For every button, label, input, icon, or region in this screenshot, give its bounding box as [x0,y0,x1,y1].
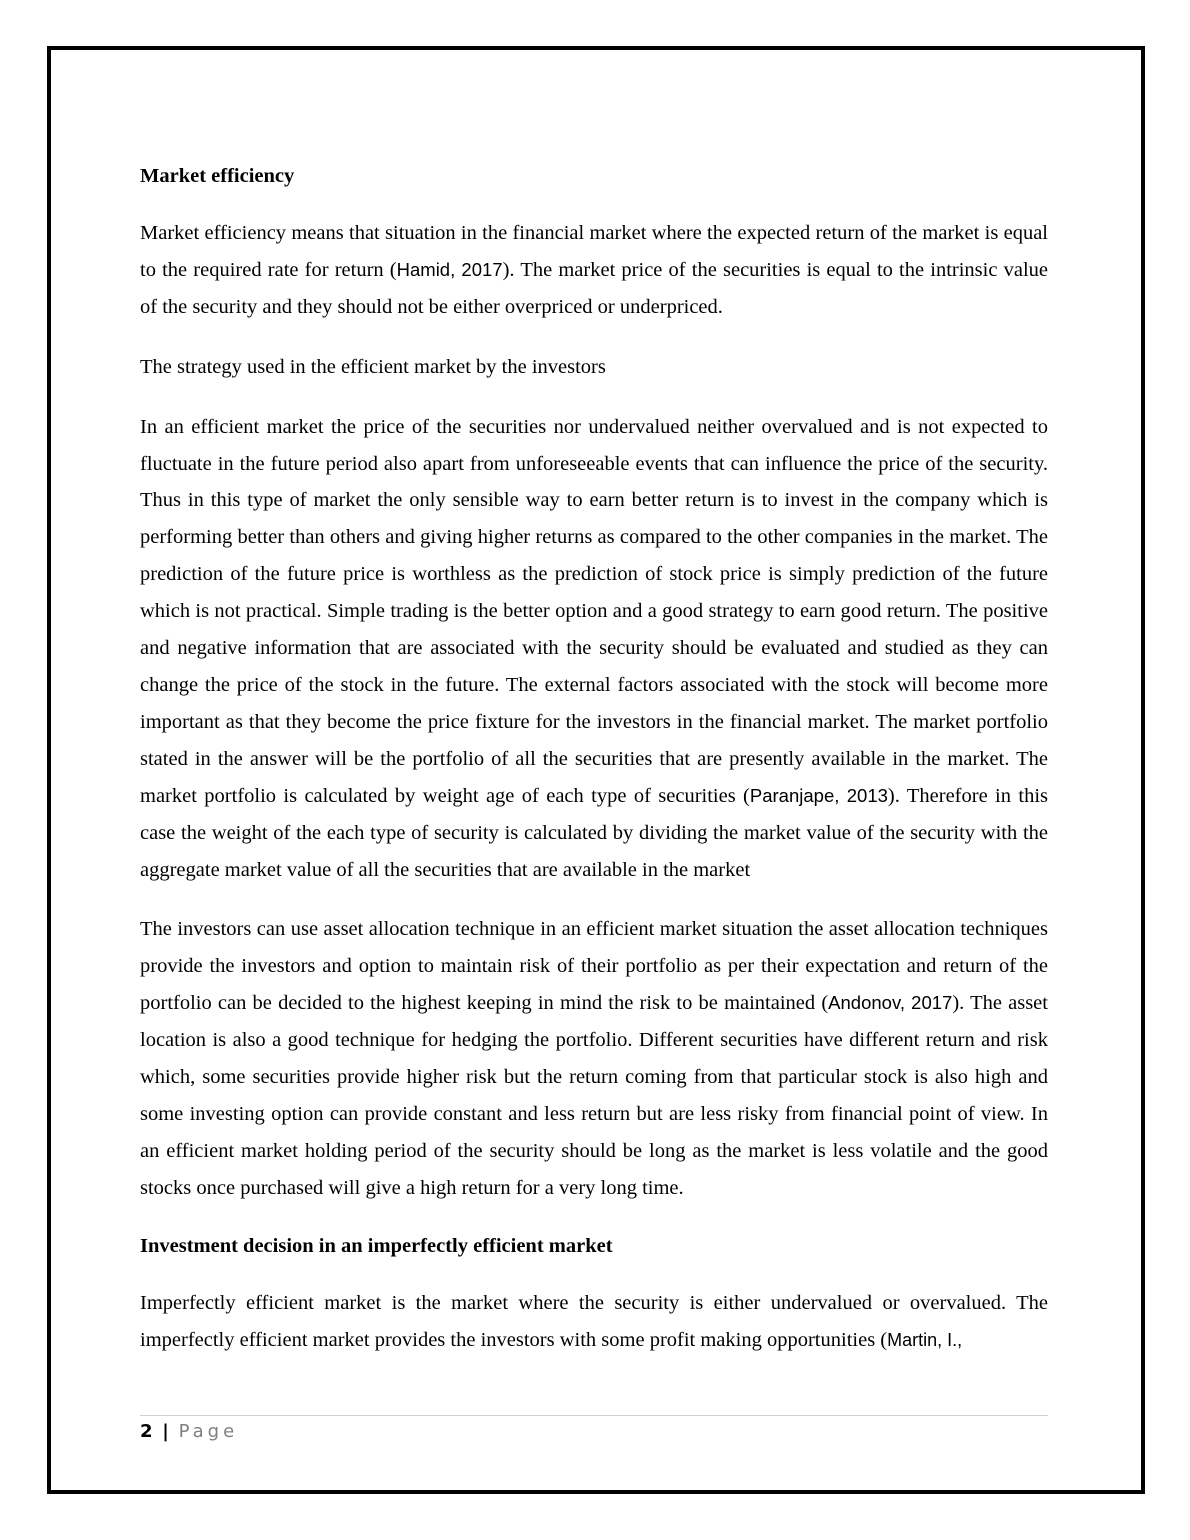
paragraph-asset-allocation [140,911,1048,1206]
page-footer [140,1420,238,1444]
paragraph-text: Market efficiency means that situation in the financial market where the expected return of the market is equal to the required rate for return ( [140,222,1048,281]
citation-hamid: Hamid, 2017 [396,258,503,280]
document-body [140,160,1048,1381]
page-label: Page [178,1421,239,1442]
section-heading-market-efficiency: Market efficiency [140,165,295,187]
paragraph-text: In an efficient market the price of the securities nor undervalued neither overvalued and is not expected to fluctuate in the future period also apart from unforeseeable events that can influence the price of the security. Thus in this type of market the only sensible way to earn better return is to invest in the company which is performing better than others and giving higher returns as compared to the other companies in the market. The prediction of the future price is worthless as the prediction of stock price is simply prediction of the future which is not practical. Simple trading is the better option and a good strategy to earn good return. The positive and negative information that are associated with the security should be evaluated and studied as they can change the price of the stock in the future. The external factors associated with the stock will become more important as that they become the price fixture for the investors in the financial market. The market portfolio stated in the answer will be the portfolio of all the securities that are presently available in the market. The market portfolio is calculated by weight age of each type of securities ( [140,415,1048,807]
paragraph-imperfect-market [140,1285,1048,1359]
citation-martin: Martin, I., [887,1329,963,1350]
page-number: 2 [140,1421,153,1442]
paragraph-market-efficiency-definition [140,215,1048,326]
footer-divider [140,1415,1048,1416]
paragraph-text: Imperfectly efficient market is the market where the security is either undervalued or overvalued. The imperfectly efficient market provides the investors with some profit making opportunities ( [140,1291,1048,1351]
section-heading-imperfect-market: Investment decision in an imperfectly efficient market [140,1234,613,1257]
citation-paranjape: Paranjape, 2013 [749,784,888,806]
paragraph-text: The investors can use asset allocation technique in an efficient market situation the asset allocation techniques provide the investors and option to maintain risk of their portfolio as per their expectation and return of the portfolio can be decided to the highest keeping in mind the risk to be maintained ( [140,918,1048,1015]
paragraph-text: ). Therefore in this case the weight of the each type of security is calculated by dividing the market value of the security with the aggregate market value of all the securities that are available in the market [140,784,1048,881]
paragraph-efficient-market-strategy [140,409,1048,889]
strategy-subheading: The strategy used in the efficient market by the investors [140,355,606,378]
paragraph-text: ). The market price of the securities is equal to the intrinsic value of the security and they should not be either overpriced or underpriced. [140,258,1048,318]
citation-andonov: Andonov, 2017 [828,992,953,1014]
footer-separator: | [162,1421,169,1442]
paragraph-text: ). The asset location is also a good technique for hedging the portfolio. Different securities have different return and risk which, some securities provide higher risk but the return coming from that particular stock is also high and some investing option can provide constant and less return but are less risky from financial point of view. In an efficient market holding period of the security should be long as the market is less volatile and the good stocks once purchased will give a high return for a very long time. [140,992,1048,1199]
